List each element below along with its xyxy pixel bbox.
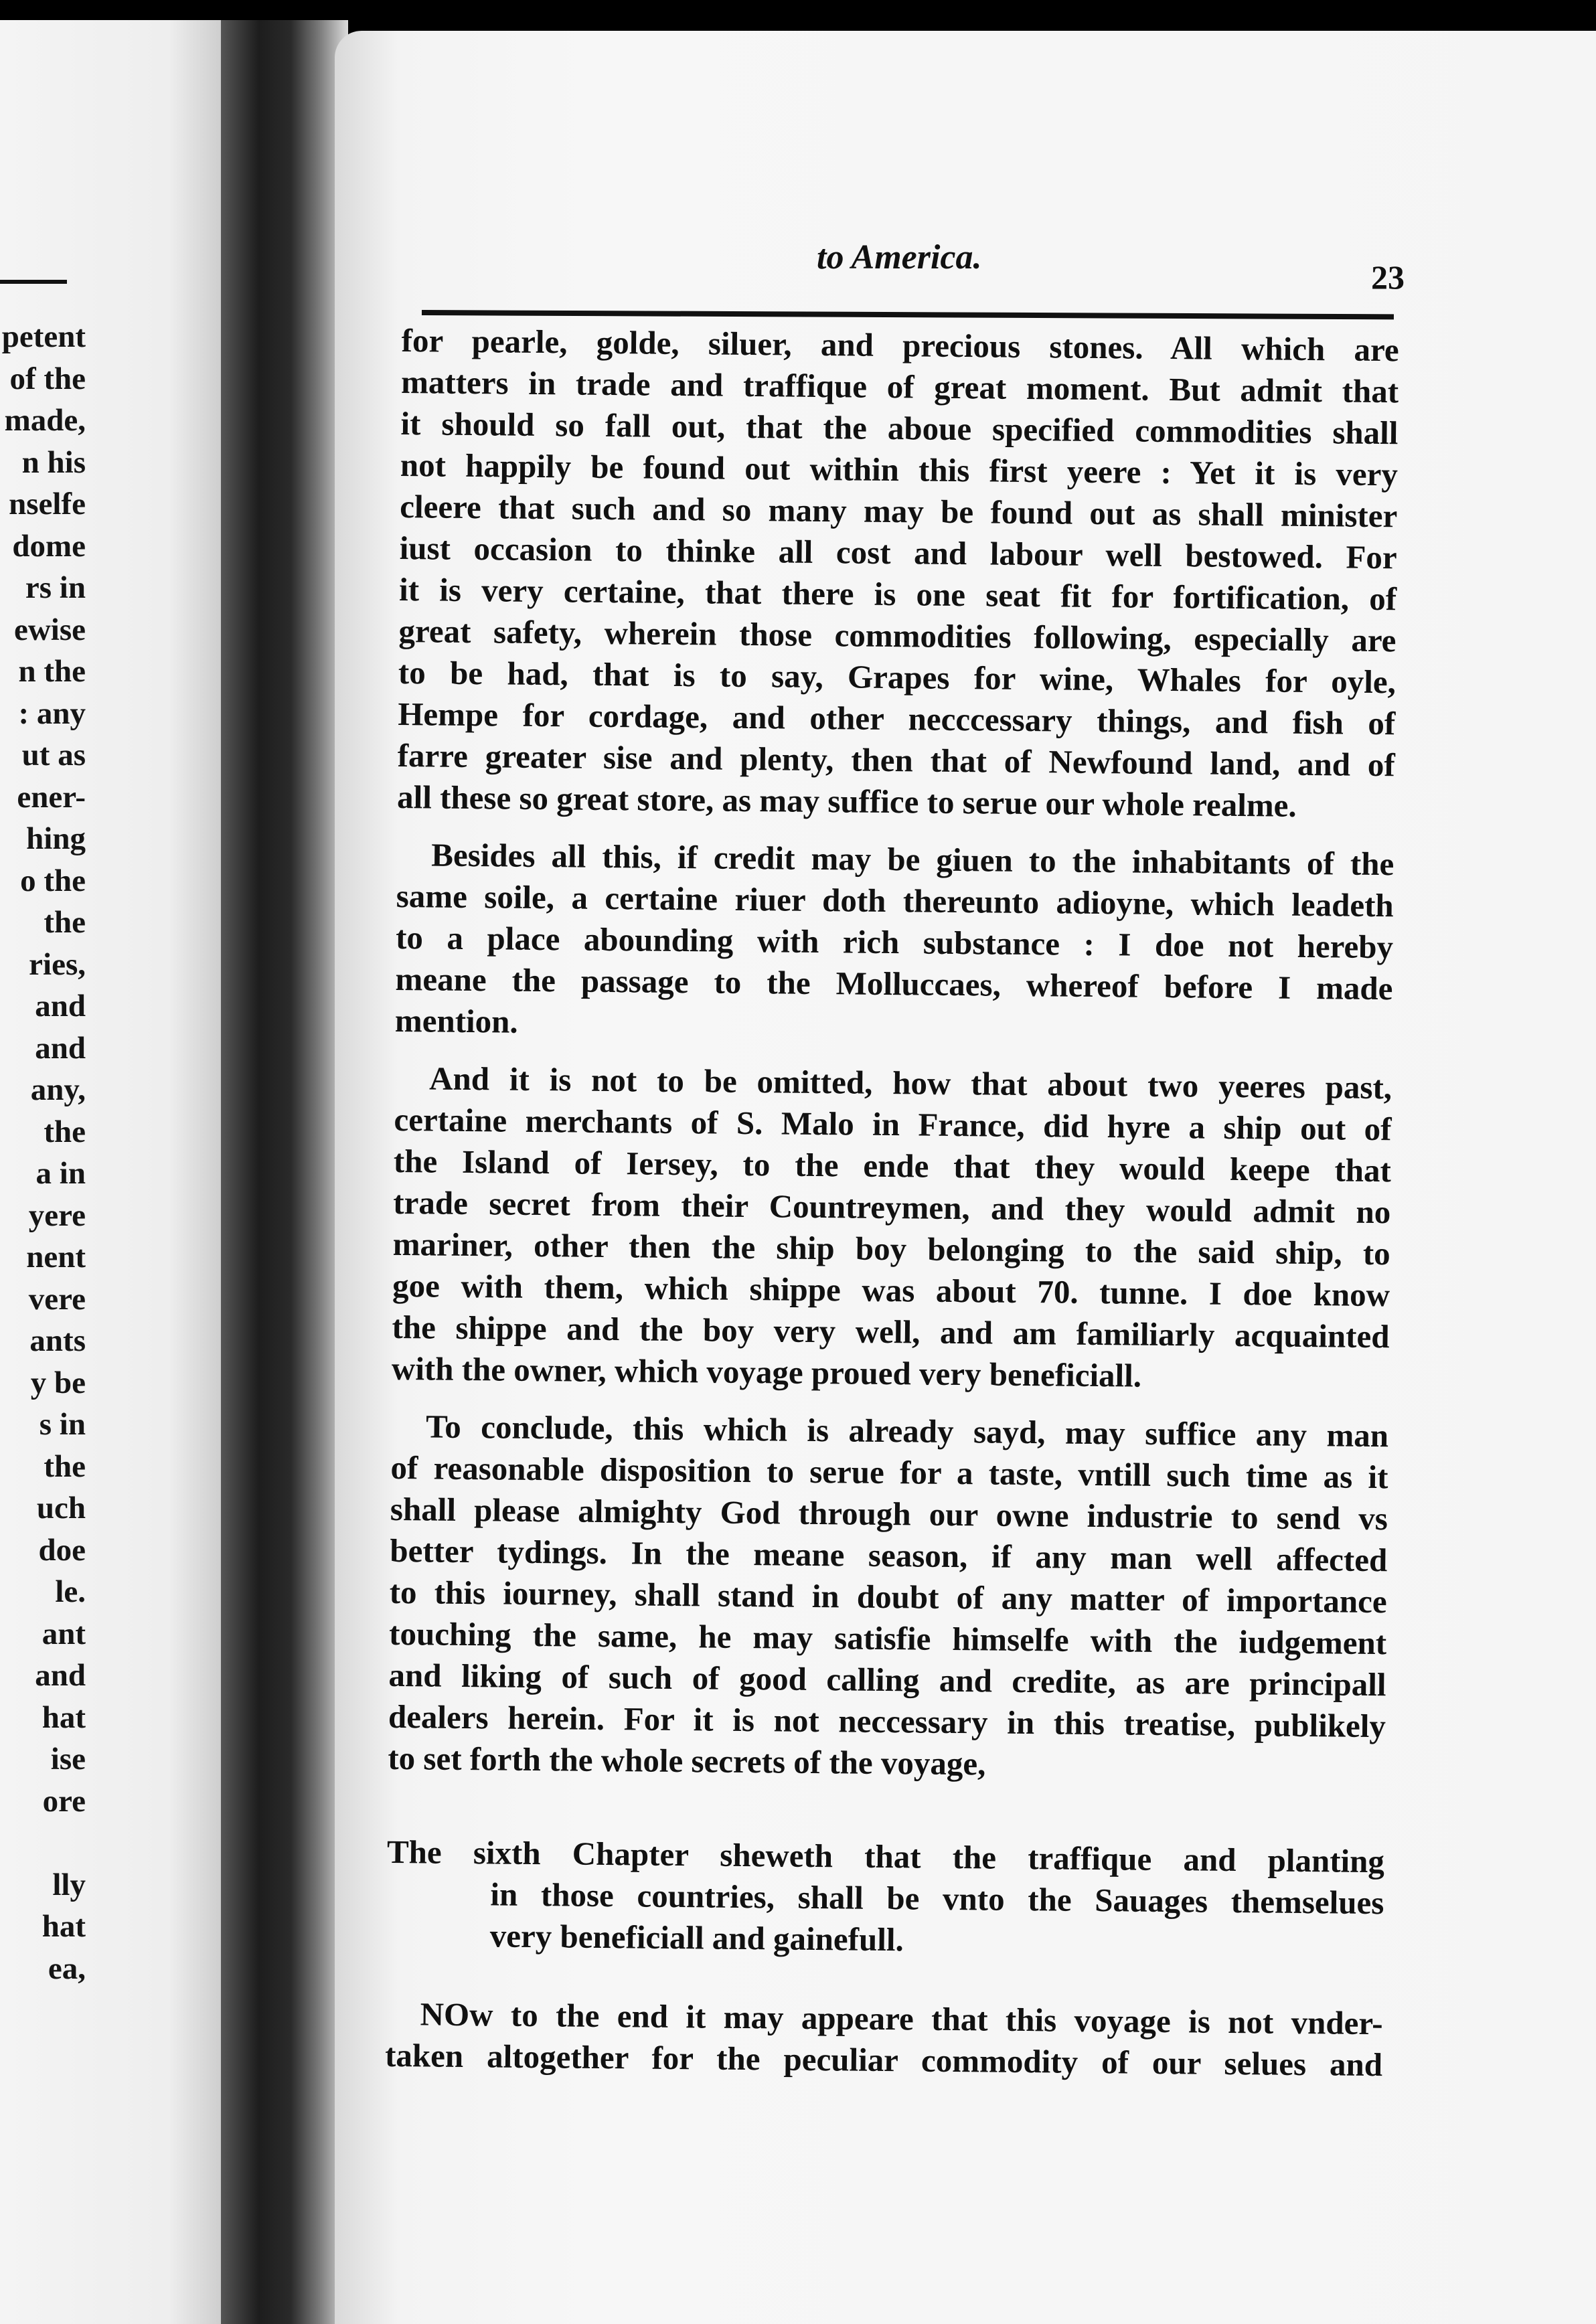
text-line: NOw to the end it may appeare that this voyage is not vnder-	[420, 1995, 1383, 2042]
text-line: it is very certaine, that there is one seat fit for fortification, of	[398, 570, 1397, 618]
left-page-fragment: ants	[29, 1323, 86, 1358]
left-page-fragment: n his	[21, 444, 86, 480]
left-page-fragment: petent	[1, 319, 86, 354]
text-line: touching the same, he may satisfie himselfe with the iudgement	[388, 1614, 1387, 1662]
left-page-fragment: made,	[4, 403, 86, 438]
left-page-fragment: s in	[39, 1407, 86, 1442]
left-page-fragment: and	[35, 1658, 86, 1693]
text-line: cleere that such and so many may be found out as shall minister	[400, 487, 1398, 535]
text-line: and liking of such of good calling and credite, as are principall	[388, 1656, 1386, 1704]
left-page-fragment: o the	[20, 863, 86, 898]
paragraph	[388, 1406, 1388, 1789]
text-line: the Island of Iersey, to the ende that they would keepe that	[393, 1142, 1392, 1189]
left-page-fragment: hat	[42, 1699, 86, 1735]
text-line: it should so fall out, that the aboue specified commodities shall	[400, 404, 1399, 452]
text-line: certaine merchants of S. Malo in France, did hyre a ship out of	[394, 1100, 1392, 1148]
text-line: shall please almighty God through our owne industrie to send vs	[390, 1490, 1388, 1538]
text-line: goe with them, which shippe was about 70. tunne. I doe know	[392, 1266, 1390, 1314]
paragraph	[395, 834, 1394, 1051]
left-page-fragment: hing	[26, 821, 86, 856]
text-line: And it is not to be omitted, how that about two yeeres past,	[428, 1060, 1392, 1106]
left-page-fragment: ise	[50, 1742, 86, 1776]
left-page-fragment: ener-	[17, 779, 86, 815]
left-page-fragment: ries,	[29, 946, 86, 982]
text-line: all these so great store, as may suffice to serue our whole realme.	[396, 778, 1297, 824]
text-line: trade secret from their Countreymen, and they would admit no	[393, 1183, 1391, 1231]
paragraph	[385, 1993, 1383, 2086]
left-page-fragment: ewise	[13, 612, 86, 647]
left-page-fragment	[2, 1822, 86, 1864]
text-line: to be had, that is to say, Grapes for wine, Whales for oyle,	[398, 653, 1396, 701]
text-line: dealers herein. For it is not neccessary in this treatise, publikely	[388, 1697, 1386, 1745]
text-line: iust occasion to thinke all cost and labour well bestowed. For	[399, 529, 1397, 576]
chapter-heading-line: very beneficiall and gainefull.	[489, 1917, 904, 1959]
left-page-fragment: n the	[18, 654, 86, 689]
left-page-fragment: le.	[55, 1574, 86, 1609]
text-line: of reasonable disposition to serue for a taste, vntill such time as it	[390, 1448, 1388, 1496]
left-page-fragment: uch	[36, 1491, 86, 1525]
left-page-fragment: the	[44, 1448, 86, 1484]
text-line: matters in trade and traffique of great moment. But admit that	[400, 363, 1399, 410]
running-head: to America.	[817, 238, 982, 276]
text-line: taken altogether for the peculiar commodity of our selues and	[384, 2036, 1383, 2084]
left-page-fragment: lly	[52, 1867, 86, 1902]
left-page-fragment: the	[44, 1114, 86, 1149]
left-page-fragment: doe	[38, 1532, 86, 1568]
chapter-heading-line: in those countries, shall be vnto the Sauages themselues	[490, 1876, 1384, 1922]
left-page-text-fragments	[2, 316, 86, 1989]
text-line: Besides all this, if credit may be giuen to the inhabitants of the	[431, 836, 1394, 883]
left-page-fragment: ea,	[48, 1950, 86, 1986]
left-page-fragment: vere	[28, 1281, 86, 1317]
text-line: same soile, a certaine riuer doth thereunto adioyne, which leadeth	[396, 877, 1394, 924]
chapter-heading-line: The sixth Chapter sheweth that the traffique and planting	[386, 1833, 1385, 1880]
left-page-fragment: yere	[28, 1197, 86, 1233]
text-line: for pearle, golde, siluer, and precious stones. All which are	[401, 321, 1399, 369]
left-page-fragment: nent	[26, 1240, 86, 1274]
text-line: mariner, other then the ship boy belonging to the said ship, to	[392, 1225, 1390, 1272]
left-page-rule	[0, 280, 67, 284]
page-body	[385, 320, 1399, 2086]
text-line: mention.	[394, 1001, 518, 1040]
text-line: better tydings. In the meane season, if any man well affected	[390, 1531, 1388, 1579]
left-page-fragment: dome	[12, 528, 86, 564]
text-line: farre greater sise and plenty, then that of Newfound land, and of	[397, 736, 1395, 784]
left-page-fragment: a in	[35, 1156, 86, 1191]
text-line: meane the passage to the Molluccaes, whereof before I made	[395, 960, 1393, 1007]
left-page-fragment: ore	[42, 1783, 86, 1819]
text-line: with the owner, which voyage proued very beneficiall.	[391, 1349, 1142, 1394]
text-line: the shippe and the boy very well, and am familiarly acquainted	[392, 1308, 1390, 1355]
left-page-fragment: : any	[18, 695, 86, 731]
left-page-fragment: ant	[42, 1616, 86, 1651]
chapter-heading	[386, 1831, 1385, 1965]
left-page-fragment: any,	[30, 1072, 86, 1107]
left-page-fragment: nselfe	[9, 487, 86, 521]
book-gutter	[221, 20, 348, 2324]
paragraph	[392, 1058, 1392, 1399]
text-line: to this iourney, shall stand in doubt of any matter of importance	[389, 1573, 1387, 1621]
left-page-fragment: of the	[9, 361, 86, 396]
text-line: Hempe for cordage, and other necccessary things, and fish of	[398, 695, 1396, 742]
left-page-fragment: ut as	[21, 738, 86, 772]
left-page-fragment: y be	[30, 1365, 86, 1400]
text-line: not happily be found out within this first yeere : Yet it is very	[400, 446, 1399, 493]
paragraph-spacer	[387, 1779, 1385, 1841]
left-page-fragment: the	[44, 905, 86, 940]
text-line: to set forth the whole secrets of the voyage,	[388, 1739, 986, 1782]
text-line: To conclude, this which is already sayd, may suffice any man	[425, 1408, 1389, 1455]
left-page-fragment: and	[35, 989, 86, 1023]
left-page-fragment: and	[35, 1030, 86, 1066]
text-line: to a place abounding with rich substance : I doe not hereby	[395, 918, 1394, 966]
paragraph	[397, 320, 1399, 827]
page-number: 23	[1371, 258, 1405, 296]
left-page-fragment: rs in	[25, 570, 86, 605]
left-page-fragment: hat	[42, 1909, 86, 1944]
text-line: great safety, wherein those commodities following, especially are	[398, 612, 1396, 659]
